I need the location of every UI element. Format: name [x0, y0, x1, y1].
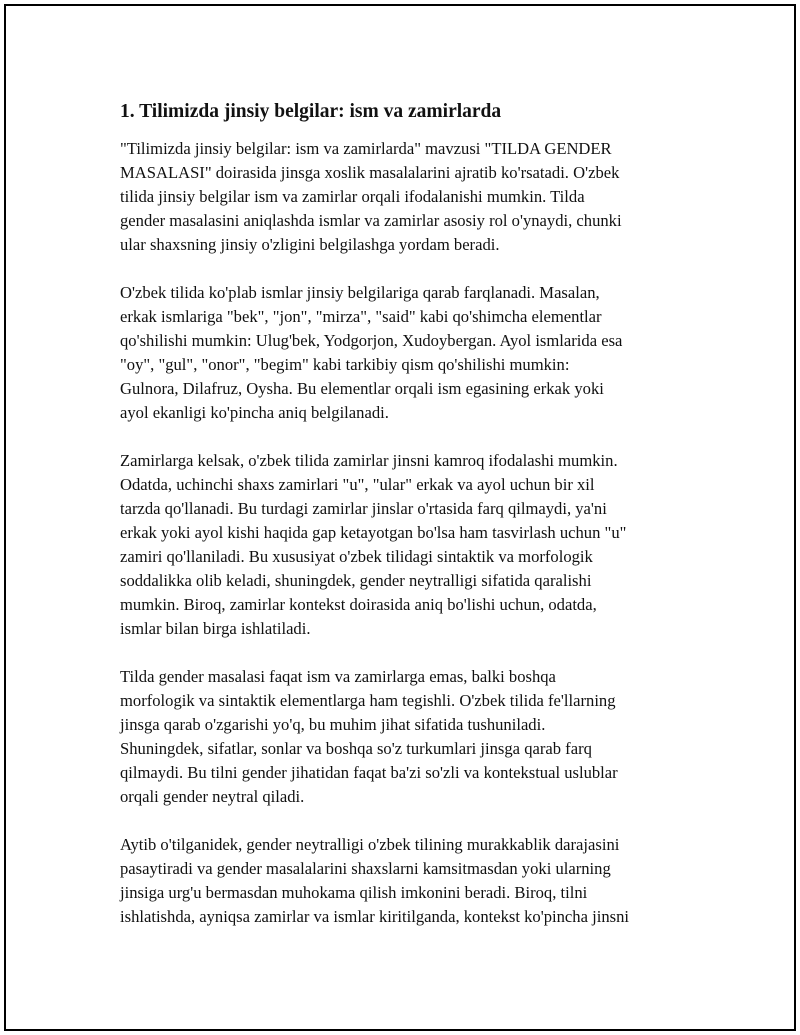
text-line: erkak ismlariga "bek", "jon", "mirza", "said" kabi qo'shimcha elementlar	[120, 307, 602, 326]
text-line: Tilda gender masalasi faqat ism va zamirlarga emas, balki boshqa	[120, 667, 556, 686]
text-line: zamiri qo'llaniladi. Bu xususiyat o'zbek tilidagi sintaktik va morfologik	[120, 547, 593, 566]
text-line: mumkin. Biroq, zamirlar kontekst doirasida aniq bo'lishi uchun, odatda,	[120, 595, 597, 614]
text-line: tilida jinsiy belgilar ism va zamirlar orqali ifodalanishi mumkin. Tilda	[120, 187, 585, 206]
document-body	[120, 99, 700, 953]
text-line: Shuningdek, sifatlar, sonlar va boshqa so'z turkumlari jinsga qarab farq	[120, 739, 592, 758]
section-heading: 1. Tilimizda jinsiy belgilar: ism va zamirlarda	[120, 101, 502, 122]
text-line: O'zbek tilida ko'plab ismlar jinsiy belgilariga qarab farqlanadi. Masalan,	[120, 283, 600, 302]
text-line: MASALASI" doirasida jinsga xoslik masalalarini ajratib ko'rsatadi. O'zbek	[120, 163, 620, 182]
text-line: ismlar bilan birga ishlatiladi.	[120, 619, 311, 638]
text-line: ular shaxsning jinsiy o'zligini belgilashga yordam beradi.	[120, 235, 500, 254]
text-line: Odatda, uchinchi shaxs zamirlari "u", "ular" erkak va ayol uchun bir xil	[120, 475, 595, 494]
text-line: gender masalasini aniqlashda ismlar va zamirlar asosiy rol o'ynaydi, chunki	[120, 211, 622, 230]
paragraph-2	[120, 281, 700, 425]
text-line: "oy", "gul", "onor", "begim" kabi tarkibiy qism qo'shilishi mumkin:	[120, 355, 570, 374]
text-line: ayol ekanligi ko'pincha aniq belgilanadi.	[120, 403, 389, 422]
text-line: "Tilimizda jinsiy belgilar: ism va zamirlarda" mavzusi "TILDA GENDER	[120, 139, 612, 158]
text-line: qilmaydi. Bu tilni gender jihatidan faqat ba'zi so'zli va kontekstual uslublar	[120, 763, 618, 782]
paragraph-3	[120, 449, 700, 641]
text-line: morfologik va sintaktik elementlarga ham tegishli. O'zbek tilida fe'llarning	[120, 691, 616, 710]
text-line: Zamirlarga kelsak, o'zbek tilida zamirlar jinsni kamroq ifodalashi mumkin.	[120, 451, 618, 470]
text-line: soddalikka olib keladi, shuningdek, gender neytralligi sifatida qaralishi	[120, 571, 592, 590]
text-line: Aytib o'tilganidek, gender neytralligi o'zbek tilining murakkablik darajasini	[120, 835, 620, 854]
text-line: erkak yoki ayol kishi haqida gap ketayotgan bo'lsa ham tasvirlash uchun "u"	[120, 523, 627, 542]
paragraph-4	[120, 665, 700, 809]
text-line: orqali gender neytral qiladi.	[120, 787, 305, 806]
text-line: jinsga qarab o'zgarishi yo'q, bu muhim jihat sifatida tushuniladi.	[120, 715, 546, 734]
text-line: Gulnora, Dilafruz, Oysha. Bu elementlar orqali ism egasining erkak yoki	[120, 379, 604, 398]
document-page	[4, 4, 796, 1031]
text-line: tarzda qo'llanadi. Bu turdagi zamirlar jinslar o'rtasida farq qilmaydi, ya'ni	[120, 499, 607, 518]
paragraph-1	[120, 137, 700, 257]
text-line: qo'shilishi mumkin: Ulug'bek, Yodgorjon, Xudoybergan. Ayol ismlarida esa	[120, 331, 623, 350]
paragraph-5	[120, 833, 700, 929]
text-line: pasaytiradi va gender masalalarini shaxslarni kamsitmasdan yoki ularning	[120, 859, 611, 878]
text-line: jinsiga urg'u bermasdan muhokama qilish imkonini beradi. Biroq, tilni	[120, 883, 588, 902]
text-line: ishlatishda, ayniqsa zamirlar va ismlar kiritilganda, kontekst ko'pincha jinsni	[120, 907, 629, 926]
